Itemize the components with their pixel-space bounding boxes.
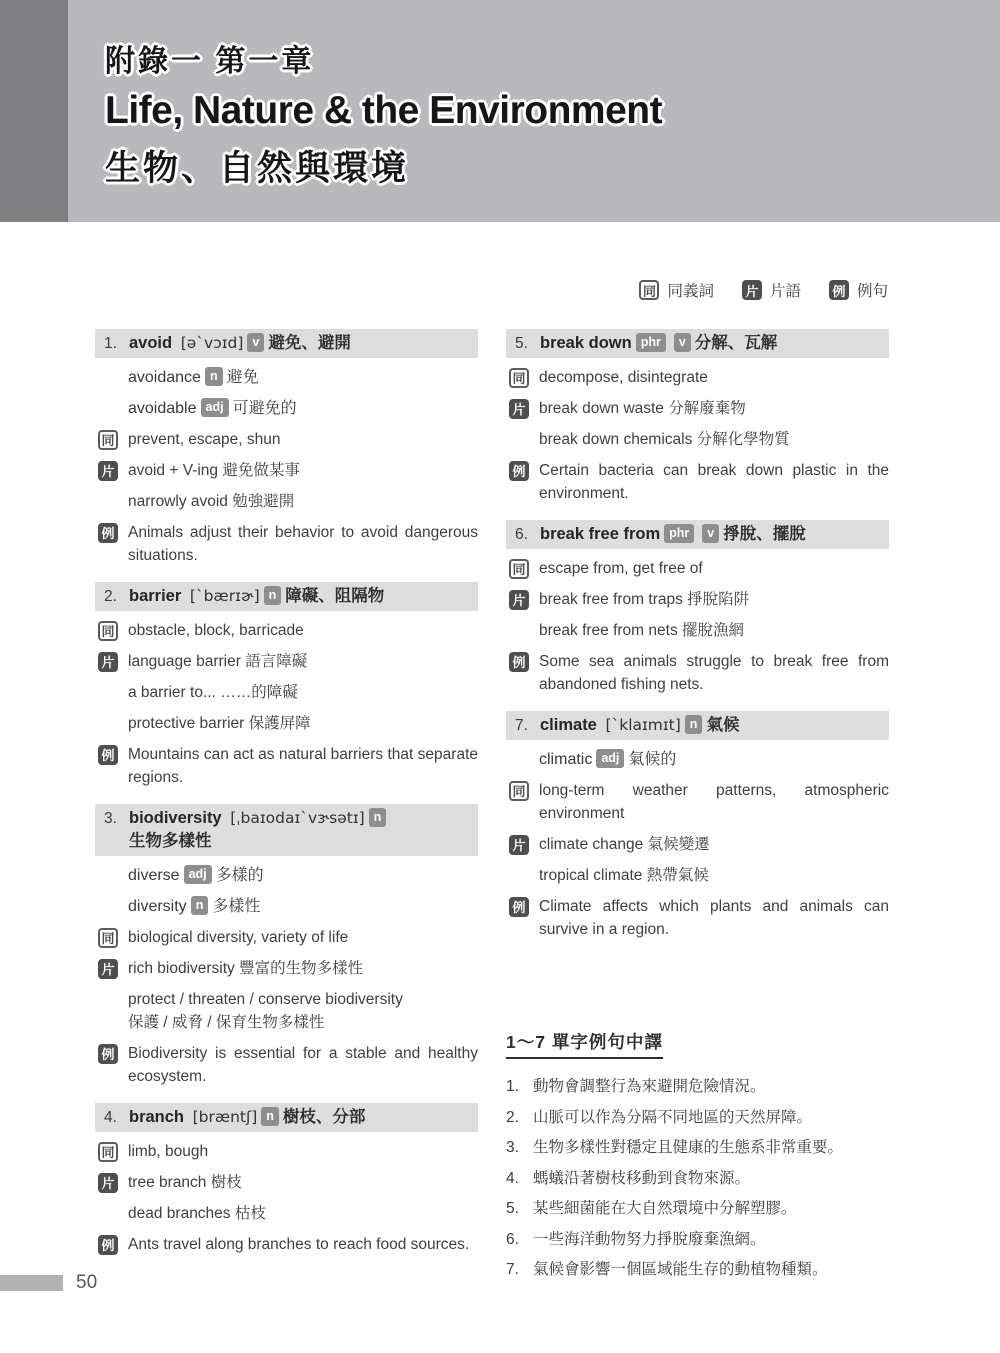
entry-number: 1.: [104, 335, 117, 352]
page-footer: [0, 1272, 97, 1294]
phrase-row: [95, 957, 478, 980]
example-icon: 例: [98, 745, 118, 765]
synonym-icon: 同: [509, 368, 529, 388]
derived-word: avoidance: [128, 369, 201, 386]
header-titles: [105, 36, 662, 191]
phrase-text: narrowly avoid 勉強避開: [128, 493, 295, 510]
synonyms-text: prevent, escape, shun: [128, 431, 281, 448]
phrase-text: tree branch 樹枝: [128, 1174, 242, 1191]
translation-item: [506, 1072, 889, 1103]
example-row: [95, 1042, 478, 1088]
pos-tag: adj: [201, 398, 229, 417]
headline-line: [515, 523, 881, 546]
phonetic: [`klaɪmɪt]: [605, 716, 681, 734]
phrase-row: [506, 833, 889, 856]
phrase-row: [95, 1202, 478, 1225]
headword: avoid: [129, 334, 173, 352]
entry-headline: [95, 1103, 478, 1132]
derived-gloss: 氣候的: [628, 751, 677, 768]
headword-gloss: 避免、避開: [268, 334, 351, 352]
phrase-text: avoid + V-ing 避免做某事: [128, 462, 300, 479]
phrase-gloss: 熱帶氣候: [646, 867, 709, 884]
headline-line: [104, 585, 470, 608]
headword-gloss: 生物多樣性: [129, 832, 212, 850]
derived-gloss: 避免: [226, 369, 259, 386]
vocab-entry: [95, 804, 478, 1088]
appendix-chapter-title: 附錄一 第一章: [105, 45, 315, 78]
phrase-gloss: 分解化學物質: [696, 431, 790, 448]
phonetic: [ˌbaɪodaɪ`vɝsətɪ]: [230, 809, 365, 827]
phrase-icon: 片: [742, 280, 762, 300]
phrase-icon: 片: [509, 590, 529, 610]
footer-bar: [0, 1275, 63, 1291]
entry-number: 2.: [104, 588, 117, 605]
vocab-columns: [95, 329, 889, 1286]
synonyms-row: [95, 619, 478, 642]
phrase-gloss: 勉強避開: [232, 493, 295, 510]
synonym-icon: 同: [98, 430, 118, 450]
headword: break down: [540, 334, 632, 352]
synonyms-text: biological diversity, variety of life: [128, 929, 349, 946]
synonym-icon: 同: [98, 928, 118, 948]
entry-number: 4.: [104, 1109, 117, 1126]
translation-item: [506, 1103, 889, 1134]
phrase-icon: 片: [98, 461, 118, 481]
entry-number: 5.: [515, 335, 528, 352]
pos-tag: n: [685, 715, 703, 734]
phrase-text: a barrier to... ……的障礙: [128, 684, 298, 701]
headline-line: [104, 1106, 470, 1129]
example-row: [506, 650, 889, 696]
legend-item-phrase: [742, 279, 801, 301]
right-column: [506, 329, 889, 1286]
header-left-strip: [0, 0, 68, 222]
translation-text: 氣候會影響一個區域能生存的動植物種類。: [533, 1261, 828, 1278]
phrase-row: [95, 988, 478, 1034]
phrase-text: rich biodiversity 豐富的生物多樣性: [128, 960, 364, 977]
phrase-gloss: 擺脫漁網: [682, 622, 745, 639]
derived-gloss: 多樣的: [215, 867, 264, 884]
phrase-row: [506, 588, 889, 611]
entry-headline: [506, 329, 889, 358]
phrase-gloss: 枯枝: [234, 1205, 266, 1222]
phrase-row: [95, 681, 478, 704]
phonetic: [ə`vɔɪd]: [180, 334, 244, 352]
synonyms-text: long-term weather patterns, atmospheric environment: [539, 782, 889, 822]
pos-tag: v: [702, 524, 719, 543]
translation-text: 生物多樣性對穩定且健康的生態系非常重要。: [533, 1139, 844, 1156]
derived-word-row: [95, 895, 478, 918]
translation-text: 螞蟻沿著樹枝移動到食物來源。: [533, 1169, 751, 1187]
pos-tag: adj: [184, 865, 212, 884]
derived-word: diverse: [128, 867, 180, 884]
synonyms-row: [95, 926, 478, 949]
synonyms-text: decompose, disintegrate: [539, 369, 708, 386]
derived-word: diversity: [128, 898, 187, 915]
phrase-icon: 片: [98, 652, 118, 672]
translation-text: 動物會調整行為來避開危險情況。: [533, 1078, 766, 1095]
synonym-icon: 同: [509, 559, 529, 579]
phrase-gloss: 語言障礙: [245, 653, 308, 670]
legend-label: 例句: [856, 283, 888, 300]
example-icon: 例: [98, 523, 118, 543]
phrase-gloss: 保護屏障: [248, 715, 311, 732]
translation-text: 某些細菌能在大自然環境中分解塑膠。: [533, 1200, 797, 1217]
example-row: [506, 459, 889, 505]
phonetic: [bræntʃ]: [192, 1108, 258, 1126]
headword-gloss: 分解、瓦解: [694, 334, 778, 352]
phrase-row: [95, 650, 478, 673]
synonyms-text: limb, bough: [128, 1143, 209, 1160]
phrase-icon: 片: [98, 959, 118, 979]
example-row: [95, 1233, 478, 1256]
translation-number: 7.: [506, 1261, 519, 1278]
legend-label: 片語: [769, 283, 801, 300]
entry-number: 7.: [515, 717, 528, 734]
pos-tag: n: [264, 586, 282, 605]
derived-word: climatic: [539, 751, 593, 768]
synonym-icon: 同: [98, 1142, 118, 1162]
pos-tag: n: [261, 1107, 279, 1126]
phrase-text: break free from nets 擺脫漁網: [539, 622, 745, 639]
synonyms-row: [506, 557, 889, 580]
pos-tag: phr: [636, 333, 666, 352]
phrase-icon: 片: [98, 1173, 118, 1193]
phrase-gloss: 掙脫陷阱: [687, 591, 750, 608]
example-row: [95, 743, 478, 789]
translation-item: [506, 1164, 889, 1195]
translation-list: [506, 1072, 889, 1286]
phrase-text: protect / threaten / conserve biodiversity 保護 / 威脅 / 保育生物多樣性: [128, 991, 403, 1031]
translation-item: [506, 1194, 889, 1225]
entry-headline: [506, 520, 889, 549]
translation-text: 一些海洋動物努力掙脫廢棄漁網。: [533, 1230, 766, 1248]
phrase-row: [506, 864, 889, 887]
phonetic: [`bærɪɚ]: [189, 587, 260, 605]
phrase-text: protective barrier 保護屏障: [128, 715, 311, 732]
translation-number: 5.: [506, 1200, 519, 1217]
legend-label: 同義詞: [667, 283, 714, 300]
chapter-title-english: Life, Nature & the Environment: [105, 89, 663, 132]
headword: break free from: [540, 525, 661, 543]
phrase-icon: 片: [509, 835, 529, 855]
synonyms-row: [95, 428, 478, 451]
left-column: [95, 329, 478, 1271]
synonym-icon: 同: [639, 280, 659, 300]
pos-tag: v: [674, 333, 691, 352]
phrase-row: [95, 459, 478, 482]
derived-word-row: [95, 366, 478, 389]
example-text: Certain bacteria can break down plastic in the environment.: [539, 462, 889, 502]
page-header: [0, 0, 1000, 222]
legend: [0, 279, 888, 301]
vocab-entry: [95, 329, 478, 567]
pos-tag: adj: [596, 749, 624, 768]
phrase-row: [95, 712, 478, 735]
phrase-gloss: 分解廢棄物: [668, 400, 746, 417]
vocab-entry: [95, 1103, 478, 1256]
example-text: Climate affects which plants and animals can survive in a region.: [539, 898, 889, 938]
phrase-text: climate change 氣候變遷: [539, 836, 710, 853]
phrase-row: [95, 490, 478, 513]
pos-tag: v: [247, 333, 264, 352]
phrase-text: tropical climate 熱帶氣候: [539, 867, 709, 884]
phrase-gloss: 豐富的生物多樣性: [239, 960, 364, 977]
headword-gloss: 掙脫、擺脫: [723, 525, 806, 543]
translation-number: 1.: [506, 1078, 519, 1095]
chapter-title-chinese: 生物、自然與環境: [105, 149, 410, 188]
phrase-text: break free from traps 掙脫陷阱: [539, 591, 750, 608]
entry-number: 3.: [104, 810, 117, 827]
example-icon: 例: [98, 1044, 118, 1064]
legend-item-synonym: [639, 279, 714, 301]
synonyms-text: escape from, get free of: [539, 560, 703, 577]
legend-item-example: [829, 279, 888, 301]
example-text: Biodiversity is essential for a stable and healthy ecosystem.: [128, 1045, 478, 1085]
translation-text: 山脈可以作為分隔不同地區的天然屏障。: [533, 1108, 813, 1126]
translation-number: 6.: [506, 1230, 519, 1248]
phrase-gloss: 保護 / 威脅 / 保育生物多樣性: [128, 1014, 325, 1031]
phrase-row: [506, 428, 889, 451]
vocab-entry: [506, 711, 889, 941]
pos-tag: phr: [664, 524, 694, 543]
derived-word-row: [95, 397, 478, 420]
vocab-entry: [95, 582, 478, 789]
derived-word-row: [95, 864, 478, 887]
entry-headline: [95, 329, 478, 358]
phrase-row: [506, 619, 889, 642]
page-number: 50: [76, 1272, 98, 1293]
synonyms-text: obstacle, block, barricade: [128, 622, 304, 639]
phrase-gloss: 避免做某事: [222, 462, 300, 479]
translation-item: [506, 1225, 889, 1256]
headword: biodiversity: [129, 809, 222, 827]
example-row: [506, 895, 889, 941]
vocab-entry: [506, 520, 889, 696]
derived-gloss: 可避免的: [232, 400, 297, 417]
headword: branch: [129, 1108, 185, 1126]
phrase-icon: 片: [509, 399, 529, 419]
translation-section: [506, 1029, 889, 1286]
synonyms-row: [506, 366, 889, 389]
headline-line: [104, 807, 470, 830]
phrase-gloss: ……的障礙: [220, 684, 298, 701]
headline-line: [515, 714, 881, 737]
synonyms-row: [506, 779, 889, 825]
translation-section-title: 1～7 單字例句中譯: [506, 1029, 663, 1059]
derived-word: avoidable: [128, 400, 197, 417]
headline-line: [104, 332, 470, 355]
headword: barrier: [129, 587, 182, 605]
phrase-row: [506, 397, 889, 420]
example-text: Animals adjust their behavior to avoid dangerous situations.: [128, 524, 478, 564]
example-row: [95, 521, 478, 567]
entry-headline: [95, 804, 478, 856]
derived-gloss: 多樣性: [212, 898, 261, 915]
translation-number: 3.: [506, 1139, 519, 1156]
pos-tag: n: [191, 896, 209, 915]
example-text: Ants travel along branches to reach food sources.: [128, 1236, 470, 1253]
entry-number: 6.: [515, 526, 528, 543]
translation-number: 2.: [506, 1108, 519, 1126]
headword-gloss: 障礙、阻隔物: [285, 587, 385, 605]
phrase-text: break down chemicals 分解化學物質: [539, 431, 790, 448]
headword-gloss: 氣候: [706, 716, 740, 734]
synonym-icon: 同: [98, 621, 118, 641]
phrase-text: language barrier 語言障礙: [128, 653, 308, 670]
entry-headline: [95, 582, 478, 611]
translation-item: [506, 1133, 889, 1164]
example-icon: 例: [829, 280, 849, 300]
entry-headline: [506, 711, 889, 740]
translation-item: [506, 1255, 889, 1286]
headword: climate: [540, 716, 597, 734]
translation-number: 4.: [506, 1169, 519, 1187]
synonyms-row: [95, 1140, 478, 1163]
example-icon: 例: [509, 652, 529, 672]
pos-tag: n: [205, 367, 223, 386]
phrase-gloss: 氣候變遷: [647, 836, 710, 853]
example-icon: 例: [509, 897, 529, 917]
phrase-row: [95, 1171, 478, 1194]
example-icon: 例: [98, 1235, 118, 1255]
phrase-text: dead branches 枯枝: [128, 1205, 266, 1222]
headline-line: [515, 332, 881, 355]
example-text: Some sea animals struggle to break free from abandoned fishing nets.: [539, 653, 889, 693]
headword-gloss: 樹枝、分部: [282, 1108, 366, 1126]
vocab-entry: [506, 329, 889, 505]
derived-word-row: [506, 748, 889, 771]
example-text: Mountains can act as natural barriers that separate regions.: [128, 746, 478, 786]
phrase-gloss: 樹枝: [210, 1174, 242, 1191]
phrase-text: break down waste 分解廢棄物: [539, 400, 746, 417]
synonym-icon: 同: [509, 781, 529, 801]
example-icon: 例: [509, 461, 529, 481]
pos-tag: n: [369, 808, 387, 827]
